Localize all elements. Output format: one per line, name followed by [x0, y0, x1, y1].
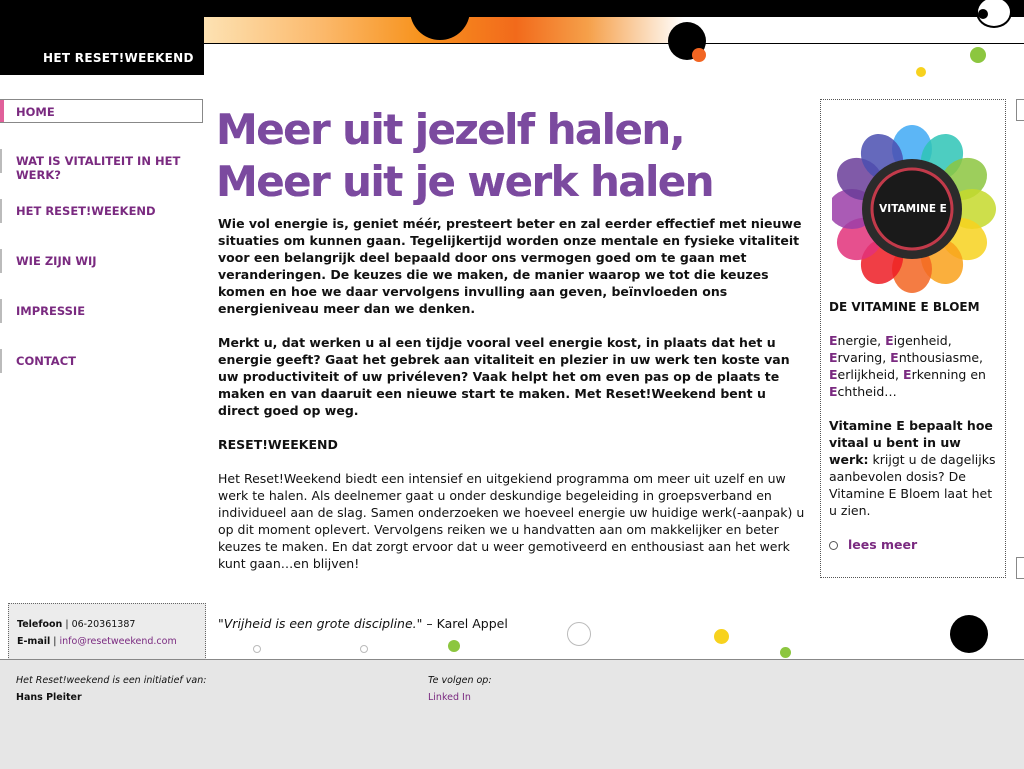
decor-dot: [916, 67, 926, 77]
word-rest: chtheid…: [837, 384, 897, 399]
initiative-name: Hans Pleiter: [16, 692, 82, 703]
nav-indicator: [0, 149, 2, 173]
headline-line-1: Meer uit jezelf halen,: [216, 105, 684, 154]
word-initial: E: [890, 350, 899, 365]
nav-item-contact[interactable]: [0, 349, 203, 373]
word-rest: nthousiasme,: [898, 350, 984, 365]
section-title: RESET!WEEKEND: [218, 437, 338, 452]
initiative-label: Het Reset!weekend is een initiatief van:: [16, 675, 207, 686]
word-rest: igenheid,: [893, 333, 952, 348]
nav-item-resetweekend[interactable]: [0, 199, 203, 223]
word-initial: E: [885, 333, 894, 348]
decor-dot: [714, 629, 729, 644]
follow-label: Te volgen op:: [428, 675, 492, 686]
right-edge-tab: [1016, 557, 1024, 579]
nav-item-label: HOME: [16, 105, 55, 119]
decor-ring: [567, 622, 591, 646]
main-content: [218, 215, 808, 589]
quote: [218, 616, 508, 631]
decor-dot: [780, 647, 791, 658]
question-paragraph: Merkt u, dat werken u al een tijdje vooral veel energie kost, in plaats dat het u energie geeft? Gaat het gebrek aan vitaliteit en plezier in uw werk ten koste van uw productiviteit of uw privéleven? Vaak helpt het om even pas op de plaats te maken en van daaruit een nieuwe start te maken. Met Reset!Weekend bent u direct goed op weg.: [218, 335, 790, 418]
contact-box: [8, 603, 206, 660]
word-initial: E: [829, 333, 838, 348]
bullet-circle-icon: [829, 541, 838, 550]
vitamine-description: [829, 417, 999, 519]
email-link[interactable]: info@resetweekend.com: [59, 636, 177, 647]
word-rest: erlijkheid,: [837, 367, 904, 382]
phone-label: Telefoon: [17, 619, 63, 630]
page-headline: [216, 104, 713, 208]
nav-item-label: IMPRESSIE: [16, 304, 86, 318]
site-logo[interactable]: HET RESET!WEEKEND: [43, 51, 194, 65]
description-rest: krijgt u de dagelijks aanbevolen dosis? De Vitamine E Bloem laat het u zien.: [829, 452, 996, 518]
logo-box[interactable]: [0, 17, 204, 75]
linkedin-link[interactable]: Linked In: [428, 692, 471, 703]
phone-line: Telefoon | 06-20361387: [17, 619, 136, 630]
word-initial: E: [829, 350, 838, 365]
headline-line-2: Meer uit je werk halen: [216, 157, 713, 206]
read-more-label: lees meer: [848, 537, 918, 552]
nav-item-wie-zijn-wij[interactable]: [0, 249, 203, 273]
top-divider: [204, 43, 1024, 44]
description-bold: Vitamine E bepaalt hoe vitaal u bent in uw werk:: [829, 418, 993, 467]
word-initial: E: [903, 367, 912, 382]
email-line: E-mail | info@resetweekend.com: [17, 636, 177, 647]
word-rest: nergie,: [837, 333, 886, 348]
quote-author: – Karel Appel: [422, 616, 508, 631]
quote-text: "Vrijheid is een grote discipline.": [218, 616, 423, 631]
word-initial: E: [829, 367, 838, 382]
phone-number: 06-20361387: [71, 619, 136, 630]
nav-item-label: WAT IS VITALITEIT IN HET WERK?: [16, 154, 181, 182]
word-rest: rkenning en: [911, 367, 986, 382]
nav-indicator: [0, 199, 2, 223]
right-edge-tab: [1016, 99, 1024, 121]
nav-item-label: CONTACT: [16, 354, 76, 368]
decor-dot: [692, 48, 706, 62]
vitamine-title: DE VITAMINE E BLOEM: [829, 300, 980, 314]
vitamine-word-list: [829, 332, 999, 400]
decor-dot: [950, 615, 988, 653]
nav-item-label: HET RESET!WEEKEND: [16, 204, 156, 218]
word-initial: E: [829, 384, 838, 399]
body-paragraph: Het Reset!Weekend biedt een intensief en uitgekiend programma om meer uit uzelf en uw werk te halen. Als deelnemer gaat u onder deskundige begeleiding in groepsverband en individueel aan de slag. Samen onderzoeken we hoeveel energie uw huidige werk(-aanpak) u op dit moment oplevert. Vervolgens reiken we u handvatten aan om makkelijker en beter keuzes te maken. En dat zorgt ervoor dat u weer gemotiveerd en enthousiast aan het werk kunt gaan…en blijven!: [218, 471, 805, 571]
email-label: E-mail: [17, 636, 51, 647]
decor-dot: [970, 47, 986, 63]
nav-item-label: WIE ZIJN WIJ: [16, 254, 97, 268]
nav-indicator: [0, 349, 2, 373]
nav-indicator: [0, 299, 2, 323]
word-rest: rvaring,: [837, 350, 891, 365]
nav-item-home[interactable]: [0, 99, 203, 123]
decor-ring: [360, 645, 368, 653]
decor-dot: [978, 9, 988, 19]
read-more-link[interactable]: [829, 537, 917, 552]
decor-dot: [448, 640, 460, 652]
nav-indicator: [0, 249, 2, 273]
intro-paragraph: Wie vol energie is, geniet méér, presteert beter en zal eerder effectief met nieuwe situaties om kunnen gaan. Tegelijkertijd worden onze mentale en fysieke vitaliteit voor een belangrijk deel bepaald door ons vermogen goed om te gaan met veranderingen. De keuzes die we maken, de manier waarop we tot die keuzes komen en hoe we daar vervolgens invulling aan geven, beïnvloeden ons energieniveau meer dan we denken.: [218, 216, 802, 316]
top-bar: [0, 0, 1024, 17]
flower-center-label: VITAMINE E: [879, 203, 947, 215]
nav-item-vitaliteit[interactable]: [0, 149, 203, 182]
nav-item-impressie[interactable]: [0, 299, 203, 323]
decor-ring: [253, 645, 261, 653]
nav-indicator: [0, 100, 4, 122]
